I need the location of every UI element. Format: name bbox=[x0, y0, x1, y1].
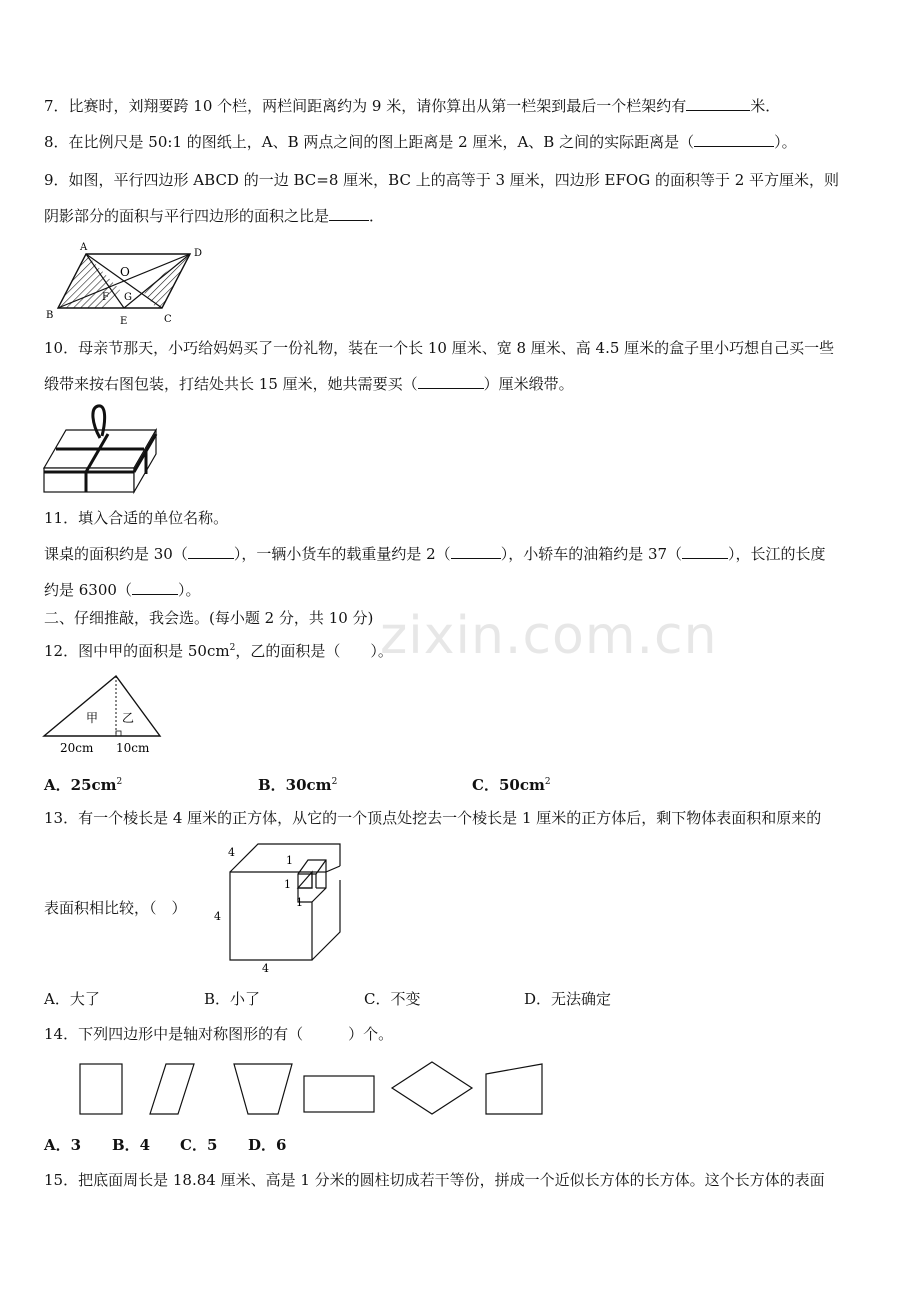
q14-line: 14．下列四边形中是轴对称图形的有（ ）个。 bbox=[44, 1025, 394, 1043]
q12-sup: 2 bbox=[229, 643, 236, 653]
q14-shape-rectangle-tall bbox=[80, 1064, 122, 1114]
q13-cube-figure bbox=[212, 840, 344, 976]
q8-answer-blank[interactable] bbox=[694, 132, 774, 147]
q12-option-a[interactable]: A．$25cm^2$ bbox=[44, 776, 123, 794]
q12-option-c[interactable]: C．$50cm^2$ bbox=[472, 776, 551, 794]
q11-line1 bbox=[44, 544, 826, 564]
q14-option-c[interactable]: C．5 bbox=[180, 1136, 218, 1154]
q9-label-g: G bbox=[124, 292, 132, 303]
q12-option-b[interactable]: B．$30cm^2$ bbox=[258, 776, 338, 794]
q12-text2: ，乙的面积是（ ）。 bbox=[235, 642, 393, 660]
q10-line2b: ）厘米缎带。 bbox=[483, 375, 574, 393]
q11-line1c: ），小轿车的油箱约是 37（ bbox=[500, 545, 683, 563]
q9-label-e: E bbox=[120, 316, 128, 327]
q13-option-d[interactable]: D．无法确定 bbox=[524, 990, 612, 1008]
q7-line bbox=[44, 96, 780, 116]
q8-line bbox=[44, 132, 797, 152]
q14-option-b[interactable]: B．4 bbox=[112, 1136, 151, 1154]
q9-parallelogram-figure bbox=[44, 238, 210, 328]
q12-len-right: 10cm bbox=[116, 741, 150, 755]
q8-end: ）。 bbox=[774, 133, 797, 151]
q8-text: 8．在比例尺是 50:1 的图纸上，A、B 两点之间的图上距离是 2 厘米，A、B 之间的实际距离是（ bbox=[44, 133, 695, 151]
q9-label-f: F bbox=[102, 292, 109, 303]
q11-blank-1[interactable] bbox=[188, 544, 234, 559]
q9-label-c: C bbox=[164, 314, 172, 325]
q9-answer-blank[interactable] bbox=[329, 206, 369, 221]
q9-line1: 9．如图，平行四边形 ABCD 的一边 BC=8 厘米，BC 上的高等于 3 厘米，四边形 EFOG 的面积等于 2 平方厘米，则 bbox=[44, 171, 840, 189]
q14-shape-right-trapezoid bbox=[486, 1064, 542, 1114]
q7-answer-blank[interactable] bbox=[686, 96, 750, 111]
q12-line bbox=[44, 638, 393, 661]
q9-end: ． bbox=[369, 207, 385, 225]
q9-label-d: D bbox=[194, 248, 203, 259]
q10-gift-box-figure bbox=[42, 404, 162, 496]
q11-blank-4[interactable] bbox=[132, 580, 178, 595]
q10-line2a: 缎带来按右图包装，打结处共长 15 厘米，她共需要买（ bbox=[44, 375, 418, 393]
q10-answer-blank[interactable] bbox=[418, 374, 484, 389]
q13-label-one-c: 1 bbox=[296, 896, 303, 909]
q12-triangle-figure bbox=[42, 672, 168, 760]
q15-line: 15．把底面周长是 18.84 厘米、高是 1 分米的圆柱切成若干等份，拼成一个近似长方体的长方体。这个长方体的表面 bbox=[44, 1171, 825, 1189]
section-2-heading: 二、仔细推敲，我会选。(每小题 2 分，共 10 分) bbox=[44, 609, 374, 627]
q13-label-one-a: 1 bbox=[286, 854, 293, 867]
q7-unit: 米． bbox=[750, 97, 781, 115]
q9-label-o: O bbox=[120, 265, 130, 279]
q12-label-jia: 甲 bbox=[86, 711, 99, 725]
q11-blank-2[interactable] bbox=[451, 544, 501, 559]
q13-line1: 13．有一个棱长是 4 厘米的正方体，从它的一个顶点处挖去一个棱长是 1 厘米的正方体后，剩下物体表面积和原来的 bbox=[44, 809, 822, 827]
q11-line1b: ），一辆小货车的载重量约是 2（ bbox=[233, 545, 451, 563]
q10-line1: 10．母亲节那天，小巧给妈妈买了一份礼物，装在一个长 10 厘米、宽 8 厘米、高 4.5 厘米的盒子里小巧想自己买一些 bbox=[44, 339, 835, 357]
q13-option-c[interactable]: C．不变 bbox=[364, 990, 421, 1008]
q14-quadrilaterals-figure bbox=[78, 1060, 548, 1120]
watermark: zixin.com.cn bbox=[380, 606, 718, 666]
q9-label-b: B bbox=[46, 310, 54, 321]
q11-blank-3[interactable] bbox=[682, 544, 728, 559]
q11-line2a: 约是 6300（ bbox=[44, 581, 132, 599]
q9-label-a: A bbox=[80, 242, 88, 253]
q11-title: 11．填入合适的单位名称。 bbox=[44, 509, 229, 527]
q13-label-top: 4 bbox=[228, 846, 235, 859]
q10-line2 bbox=[44, 374, 574, 394]
q12-text: 12．图中甲的面积是 50cm bbox=[44, 642, 230, 660]
q13-option-a[interactable]: A．大了 bbox=[44, 990, 100, 1008]
q9-line2 bbox=[44, 206, 384, 226]
q11-line1d: ），长江的长度 bbox=[728, 545, 826, 563]
q12-len-left: 20cm bbox=[60, 741, 94, 755]
q7-text: 7．比赛时，刘翔要跨 10 个栏，两栏间距离约为 9 米，请你算出从第一栏架到最后一个栏架约有 bbox=[44, 97, 687, 115]
q11-line1a: 课桌的面积约是 30（ bbox=[44, 545, 188, 563]
q12-label-yi: 乙 bbox=[122, 711, 135, 725]
q13-label-one-b: 1 bbox=[284, 878, 291, 891]
q11-line2 bbox=[44, 580, 200, 600]
q14-option-a[interactable]: A．3 bbox=[44, 1136, 82, 1154]
q14-shape-parallelogram bbox=[150, 1064, 194, 1114]
q14-option-d[interactable]: D．6 bbox=[248, 1136, 287, 1154]
q13-line2: 表面积相比较，（ ） bbox=[44, 899, 187, 917]
q9-shaded-left bbox=[58, 254, 120, 308]
q13-label-left: 4 bbox=[214, 910, 221, 923]
q14-shape-trapezoid bbox=[234, 1064, 292, 1114]
q11-line2b: ）。 bbox=[177, 581, 201, 599]
q14-shape-rectangle-wide bbox=[304, 1076, 374, 1112]
q9-line2-text: 阴影部分的面积与平行四边形的面积之比是 bbox=[44, 207, 330, 225]
q13-option-b[interactable]: B．小了 bbox=[204, 990, 261, 1008]
q14-shape-rhombus bbox=[392, 1062, 472, 1114]
q13-label-bottom: 4 bbox=[262, 962, 269, 975]
